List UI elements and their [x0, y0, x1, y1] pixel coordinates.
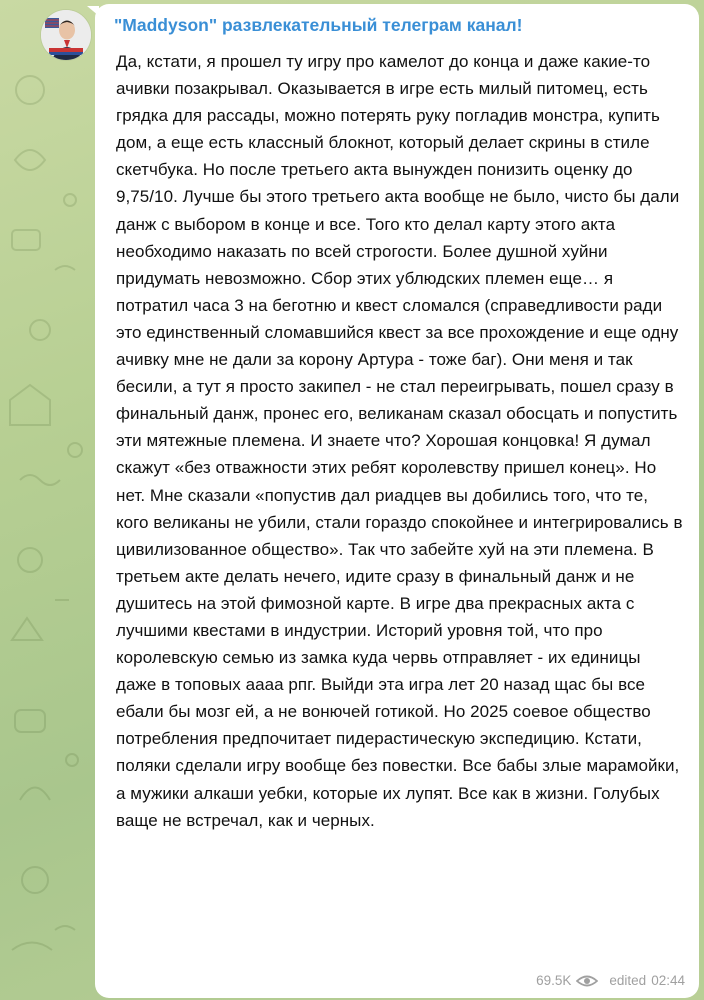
- message-bubble[interactable]: [95, 4, 699, 998]
- message-meta: [536, 973, 685, 988]
- channel-name[interactable]: "Maddyson" развлекательный телеграм канал!: [114, 15, 523, 35]
- channel-avatar[interactable]: [41, 10, 91, 60]
- edited-label: edited: [609, 973, 647, 988]
- view-count: 69.5K: [536, 973, 572, 988]
- eye-icon: [576, 974, 598, 988]
- message-text: Да, кстати, я прошел ту игру про камелот до конца и даже какие-то ачивки позакрывал. Оказывается в игре есть милый питомец, есть грядка для рассады, можно потерять руку погладив монстра, купить дом, а еще есть классный блокнот, который делает скрины в стиле скетчбука. Но после третьего акта вынужден понизить оценку до 9,75/10. Лучше бы этого третьего акта вообще не было, чисто бы дали данж с выбором в конце и все. Того кто делал карту этого акта необходимо наказать по всей строгости. Более душной хуйни придумать невозможно. Сбор этих ублюдских племен еще… я потратил часа 3 на беготню и квест сломался (справедливости ради это единственный сломавшийся квест за все прохождение и еще одну ачивку мне не дали за корону Артура - тоже баг). Они меня и так бесили, а тут я просто закипел - не стал переигрывать, пошел сразу в финальный данж, пронес его, великанам сказал обосцать и попустить эти мятежные племена. И знаете что? Хорошая концовка! Я думал скажут «без отважности этих ребят королевству пришел конец». Но нет. Мне сказали «попустив дал риадцев вы добились того, что те, кого великаны не убили, стали гораздо спокойнее и интегрировались в цивилизованное общество». Так что забейте хуй на эти племена. В третьем акте делать нечего, идите сразу в финальный данж и не душитесь на этой фимозной карте. В игре два прекрасных акта с лучшими квестами в индустрии. Историй уровня той, что про королевскую семью из замка куда червь отправляет - их единицы даже в топовых аааа рпг. Выйди эта игра лет 20 назад щас бы все ебали бы мозг ей, а не вонючей готикой. Но 2025 соевое общество потребления предпочитает пидерастическую экспедицию. Кстати, поляки сделали игру вообще без повестки. Все бабы злые марамойки, а мужики алкаши уебки, которые их лупят. Все как в жизни. Голубых ваще не встречал, как и черных.: [116, 52, 683, 830]
- avatar-portrait-icon: [41, 10, 91, 60]
- message-time: 02:44: [651, 973, 685, 988]
